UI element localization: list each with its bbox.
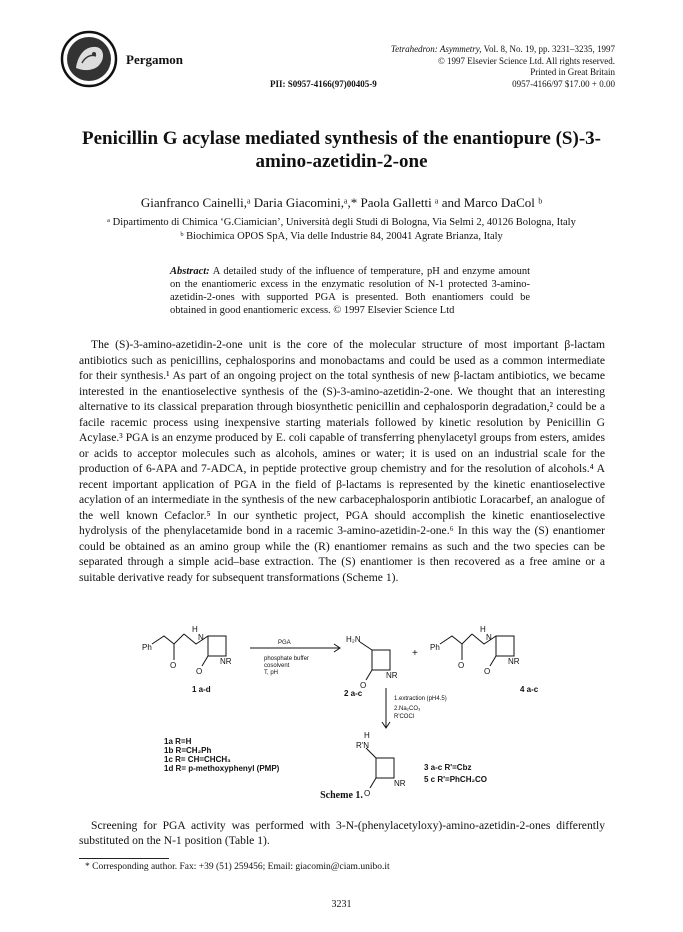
r-1a: 1a R=H (164, 737, 192, 746)
affiliation-a: ᵃ Dipartimento di Chimica ‘G.Ciamician’, Università degli Studi di Bologna, Via Selmi 2, 40126 Bologna, Italy (107, 217, 576, 228)
journal-name: Tetrahedron: Asymmetry, (390, 44, 482, 54)
nr-label-1: NR (220, 657, 232, 666)
compound-5-label: 5 c R'=PhCH₂CO (424, 775, 488, 784)
abstract (170, 265, 530, 317)
page-number: 3231 (331, 899, 352, 910)
plus-sign: + (412, 648, 418, 659)
h-label-3: H (364, 731, 370, 740)
o-label-6: O (364, 789, 371, 798)
scheme-labels (142, 625, 539, 798)
n-label-2: N (486, 633, 492, 642)
footnote: * Corresponding author. Fax: +39 (51) 259456; Email: giacomin@ciam.unibo.it (85, 862, 390, 872)
condition-buffer: phosphate buffer (264, 656, 309, 662)
condition-cosolvent: cosolvent (264, 663, 290, 669)
ph-label-2: Ph (430, 643, 440, 652)
nr-label-2: NR (386, 671, 398, 680)
journal-details: Vol. 8, No. 19, pp. 3231–3235, 1997 (481, 44, 615, 54)
screening-paragraph (79, 818, 605, 848)
o-label-1: O (170, 661, 177, 670)
paper-title (40, 127, 643, 173)
citation-block (391, 44, 615, 90)
step-extraction: 1.extraction (pH4.5) (394, 696, 447, 702)
r-1c: 1c R= CH=CHCH₃ (164, 755, 231, 764)
scheme-1-diagram (140, 620, 560, 810)
ph-label-1: Ph (142, 643, 152, 652)
title-line-2: amino-azetidin-2-one (255, 151, 428, 172)
affiliations (40, 216, 643, 244)
abstract-label: Abstract: (170, 266, 210, 277)
abstract-text: A detailed study of the influence of temperature, pH and enzyme amount on the enantiomeric excess in the enzymatic resolution of N-1 protected 3-amino-azetidin-2-ones with supported PGA is presented. Both enantiomers could be obtained in good enantiomeric excess. © 1997 Elsevier Science Ltd (170, 266, 530, 316)
body-text (79, 337, 605, 585)
step-carbonate: 2.Na₂CO₃ (394, 706, 421, 712)
body-paragraph: The (S)-3-amino-azetidin-2-one unit is the core of the molecular structure of most important β-lactam antibiotics such as penicillins, cephalosporins and monobactams and could be used as a common intermediate for their synthesis.¹ As part of an ongoing project on the total synthesis of new β-lactam antibiotics, we became interested in the enantioselective synthesis of the (S)-3-amino-azetidin-2-one. We thought that an interesting alternative to its classical preparation through biosynthetic penicillin and cephalosporin degradation,² could be a facile racemic process using inexpensive starting materials followed by kinetic resolution by Penicillin G Acylase.³ PGA is an enzyme produced by E. coli capable of transferring phenylacetyl groups from esters, amides or acids to acceptor molecules such as alcohols, amines or water; it is used on an industrial scale for the production of 6-APA and 7-ADCA, in peptide protective group chemistry and for the resolution of alcohols.⁴ A recent important application of PGA in the field of β-lactams is represented by the kinetic enantioselective acylation of an intermediate in the synthesis of the new carbacephalosporin antibiotic Loracarbef, an analogue of the well known Cefaclor.⁵ In our synthetic project, PGA should accomplish the kinetic enantioselective hydrolysis of the phenylacetamide bond in a racemic 3-amino-azetidin-2-one.⁶ In this way the (S) enantiomer could be obtained as an amino group while the (R) enantiomer remains as such and the two species can be separated through a simple acid–base extraction. The (S) enantiomer is then recovered as a free amine or a suitable derivative ready for subsequent transformations (Scheme 1). (79, 338, 605, 584)
nr-label-4: NR (394, 779, 406, 788)
footnote-rule (79, 858, 169, 859)
step-acyl: R'COCl (394, 714, 415, 720)
o-label-3: O (360, 681, 367, 690)
r-1b: 1b R=CH₂Ph (164, 746, 212, 755)
copyright-line: © 1997 Elsevier Science Ltd. All rights reserved. (437, 55, 615, 66)
scheme-caption: Scheme 1. (320, 790, 363, 801)
pga-label: PGA (278, 640, 291, 646)
o-label-5: O (484, 667, 491, 676)
pii-code: PII: S0957-4166(97)00405-9 (270, 79, 377, 89)
printed-line: Printed in Great Britain (530, 67, 615, 77)
author-list: Gianfranco Cainelli,ᵃ Daria Giacomini,ᵃ,* Paola Galletti ᵃ and Marco DaCol ᵇ (140, 195, 543, 210)
compound-3-label: 3 a-c R'=Cbz (424, 763, 472, 772)
pergamon-logo (60, 30, 118, 88)
publisher-name: Pergamon (126, 52, 184, 67)
nr-label-3: NR (508, 657, 520, 666)
screening-text: Screening for PGA activity was performed with 3-N-(phenylacetyloxy)-amino-azetidin-2-ones differently substituted on the N-1 position (Table 1). (79, 819, 605, 847)
affiliation-b: ᵇ Biochimica OPOS SpA, Via delle Industrie 84, 20041 Agrate Brianza, Italy (180, 231, 503, 242)
r-1d: 1d R= p-methoxyphenyl (PMP) (164, 764, 280, 773)
compound-2-label: 2 a-c (344, 689, 363, 698)
o-label-4: O (458, 661, 465, 670)
compound-4-label: 4 a-c (520, 685, 539, 694)
compound-1-label: 1 a-d (192, 685, 211, 694)
h2n-label: H₂N (346, 635, 361, 644)
h-label-1: H (192, 625, 198, 634)
rn-label: R'N (356, 741, 370, 750)
n-label-1: N (198, 633, 204, 642)
condition-temp-ph: T, pH (264, 670, 279, 676)
price-line: 0957-4166/97 $17.00 + 0.00 (512, 78, 615, 89)
title-line-1: Penicillin G acylase mediated synthesis of the enantiopure (S)-3- (82, 128, 601, 149)
h-label-2: H (480, 625, 486, 634)
o-label-2: O (196, 667, 203, 676)
